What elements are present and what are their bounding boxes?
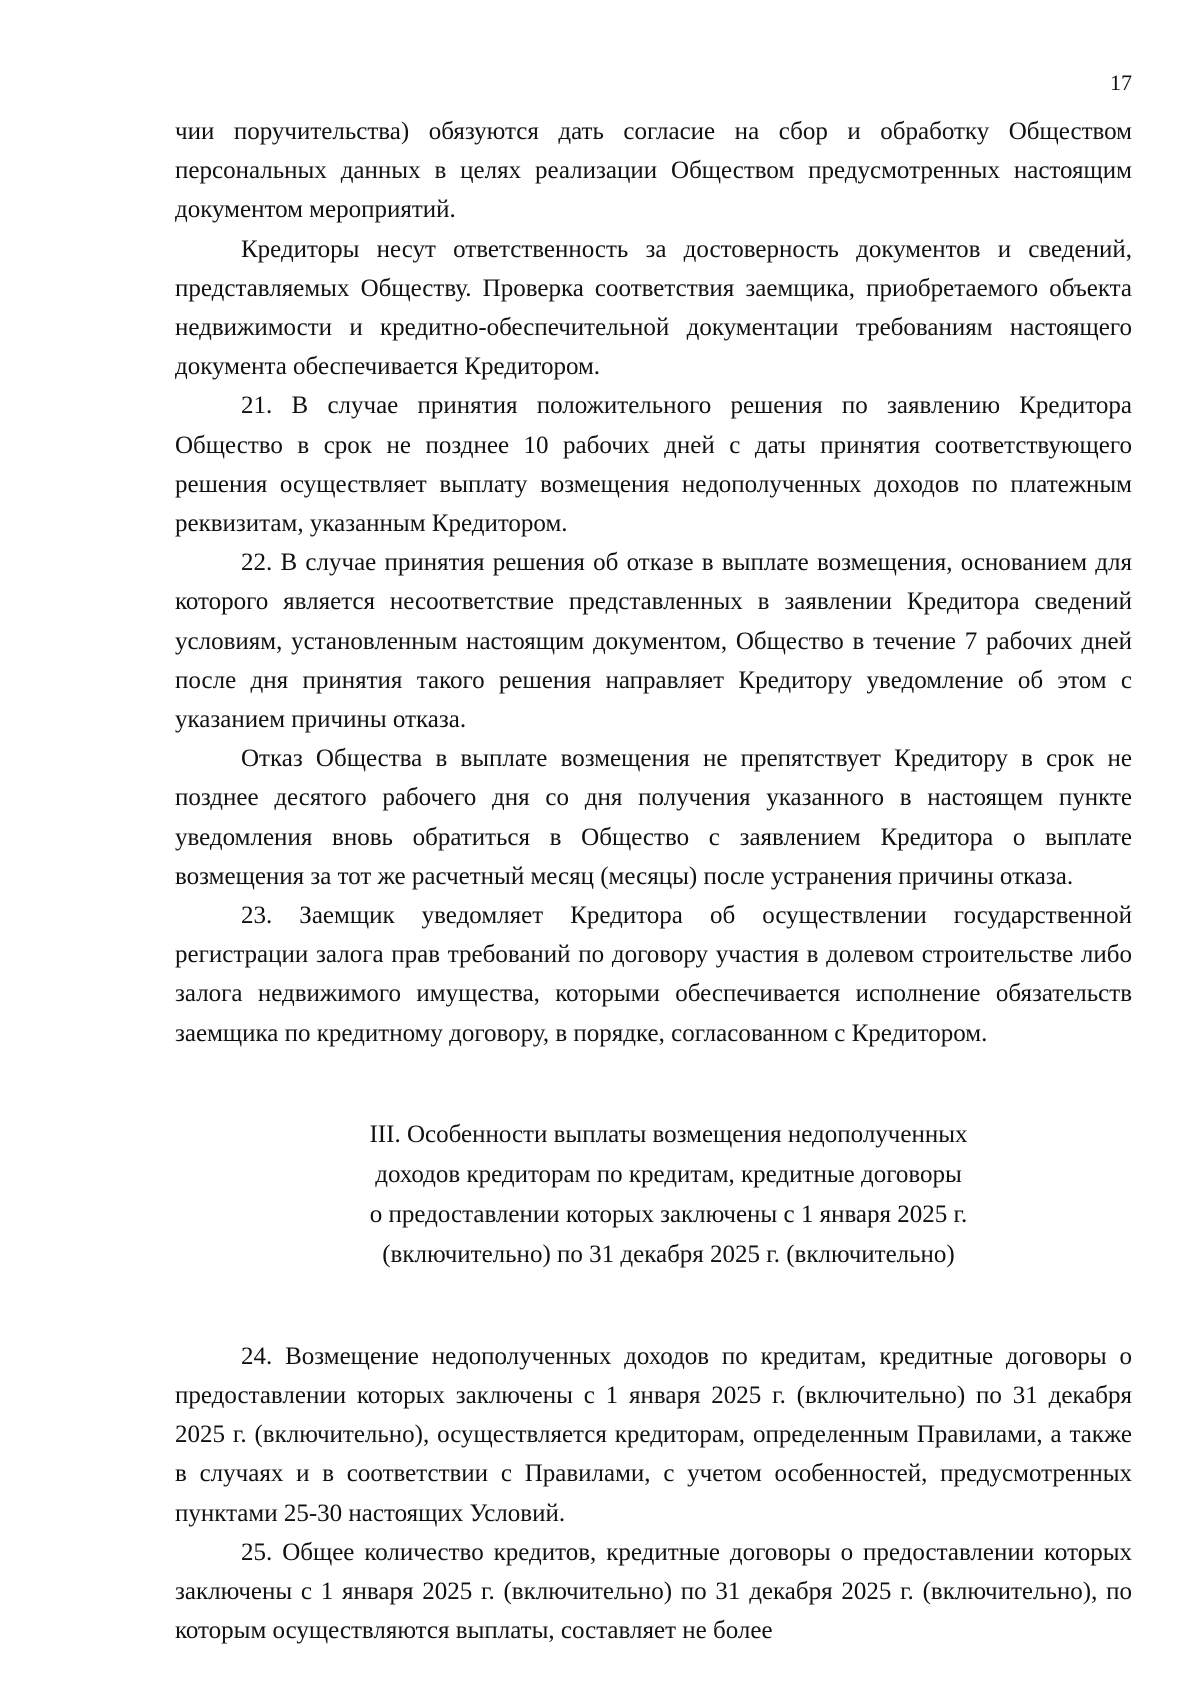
paragraph: чии поручительства) обязуются дать согласие на сбор и обработку Обществом персональных данных в целях реализации Обществом предусмотренных настоящим документом мероприятий. — [175, 118, 1132, 224]
section-heading-line: доходов кредиторам по кредитам, кредитные договоры — [375, 1160, 962, 1188]
paragraphs-bottom — [175, 1337, 1132, 1651]
document-body — [175, 112, 1132, 1651]
paragraphs-top — [175, 112, 1132, 1053]
page-number: 17 — [1110, 70, 1132, 95]
paragraph: 25. Общее количество кредитов, кредитные договоры о предоставлении которых заключены с 1 января 2025 г. (включительно) по 31 декабря 2025 г. (включительно), по которым осуществляются выплаты, составляет не более — [175, 1538, 1132, 1645]
paragraph: 22. В случае принятия решения об отказе в выплате возмещения, основанием для которого является несоответствие представленных в заявлении Кредитора сведений условиям, установленным настоящим документом, Общество в течение 7 рабочих дней после дня принятия такого решения направляет Кредитору уведомление об этом с указанием причины отказа. — [175, 549, 1132, 734]
paragraph: Кредиторы несут ответственность за достоверность документов и сведений, представляемых Обществу. Проверка соответствия заемщика, приобретаемого объекта недвижимости и кредитно-обеспечительной документации требованиям настоящего документа обеспечивается Кредитором. — [175, 235, 1132, 381]
section-heading-line: (включительно) по 31 декабря 2025 г. (включительно) — [382, 1240, 955, 1268]
section-heading-line: о предоставлении которых заключены с 1 января 2025 г. — [369, 1200, 968, 1228]
paragraph: 21. В случае принятия положительного решения по заявлению Кредитора Общество в срок не позднее 10 рабочих дней с даты принятия соответствующего решения осуществляет выплату возмещения недополученных доходов по платежным реквизитам, указанным Кредитором. — [175, 392, 1132, 538]
paragraph: 23. Заемщик уведомляет Кредитора об осуществлении государственной регистрации залога прав требований по договору участия в долевом строительстве либо залога недвижимого имущества, которыми обеспечивается исполнение обязательств заемщика по кредитному договору, в порядке, согласованном с Кредитором. — [175, 902, 1132, 1047]
section-heading-line: III. Особенности выплаты возмещения недополученных — [369, 1120, 968, 1148]
paragraph: 24. Возмещение недополученных доходов по кредитам, кредитные договоры о предоставлении которых заключены с 1 января 2025 г. (включительно) по 31 декабря 2025 г. (включительно), осуществляется кредиторам, определенным Правилами, а также в случаях и в соответствии с Правилами, с учетом особенностей, предусмотренных пунктами 25-30 настоящих Условий. — [175, 1342, 1132, 1527]
section-heading — [175, 1115, 1132, 1275]
paragraph: Отказ Общества в выплате возмещения не препятствует Кредитору в срок не позднее десятого рабочего дня со дня получения указанного в настоящем пункте уведомления вновь обратиться в Общество с заявлением Кредитора о выплате возмещения за тот же расчетный месяц (месяцы) после устранения причины отказа. — [175, 745, 1132, 890]
